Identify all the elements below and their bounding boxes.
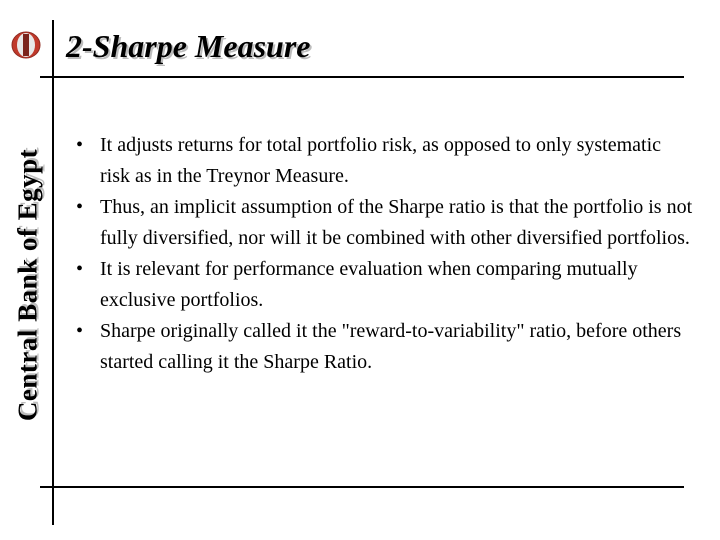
bullet-icon: •: [76, 196, 84, 218]
bullet-list: [76, 130, 696, 378]
bullet-item: [76, 130, 696, 192]
title-divider: [40, 76, 684, 78]
footer-divider: [40, 486, 684, 488]
slide-title: 2-Sharpe Measure: [66, 28, 311, 64]
bullet-icon: •: [76, 134, 84, 156]
bullet-text: It adjusts returns for total portfolio risk, as opposed to only systematic risk as in the Treynor Measure.: [100, 134, 662, 187]
bullet-item: [76, 192, 696, 254]
sidebar-label: Central Bank of Egypt: [12, 148, 43, 422]
bank-logo-icon: [10, 30, 42, 60]
bullet-icon: •: [76, 320, 84, 342]
bullet-text: Thus, an implicit assumption of the Sharpe ratio is that the portfolio is not fully diversified, nor will it be combined with other diversified portfolios.: [100, 196, 693, 249]
bullet-icon: •: [76, 258, 84, 280]
vertical-divider: [52, 20, 54, 525]
bullet-item: [76, 316, 696, 378]
bullet-item: [76, 254, 696, 316]
bullet-text: It is relevant for performance evaluation when comparing mutually exclusive portfolios.: [100, 258, 638, 311]
bullet-text: Sharpe originally called it the "reward-to-variability" ratio, before others started calling it the Sharpe Ratio.: [100, 320, 682, 373]
